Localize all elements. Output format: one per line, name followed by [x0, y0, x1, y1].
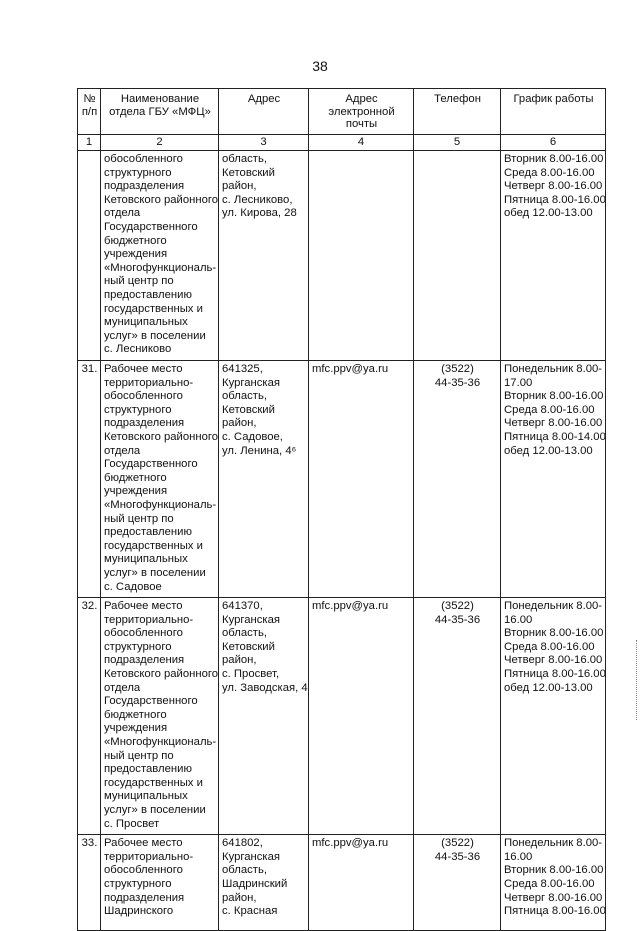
- address-line: Шадринский: [222, 877, 288, 890]
- header-address: Адрес: [219, 89, 309, 135]
- schedule-line: 17.00: [504, 376, 533, 389]
- office-name-line: услуг» в поселении: [104, 329, 206, 342]
- row-number: 31.: [81, 363, 98, 375]
- schedule-line: Понедельник 8.00-: [504, 837, 603, 850]
- address-line: ул. Заводская, 4: [222, 681, 308, 694]
- office-name-line: обособленного: [104, 627, 183, 640]
- row-number-cell: [78, 835, 101, 931]
- office-name-line: предоставлению: [104, 526, 192, 539]
- office-name-line: ный центр по: [104, 512, 174, 525]
- office-name-line: с. Просвет: [104, 817, 160, 830]
- phone-line: 44-35-36: [434, 376, 481, 389]
- office-name-line: обособленного: [104, 153, 183, 166]
- address-cell: [219, 598, 309, 835]
- column-number: 6: [501, 134, 606, 151]
- office-name-line: структурного: [104, 877, 172, 890]
- office-name-line: предоставлению: [104, 289, 192, 302]
- address-line: с. Просвет,: [222, 668, 280, 681]
- office-name-line: услуг» в поселении: [104, 804, 206, 816]
- column-number: 4: [309, 134, 414, 151]
- phone-line: 44-35-36: [434, 613, 481, 626]
- email-address: mfc.ppv@ya.ru: [312, 837, 389, 850]
- row-number-cell: [78, 151, 101, 361]
- row-number: 32.: [81, 600, 98, 613]
- schedule-line: Пятница 8.00-14.00: [504, 430, 606, 443]
- address-line: область,: [222, 627, 267, 640]
- column-number-row: [78, 134, 606, 151]
- address-line: 641370,: [222, 600, 263, 613]
- schedule-line: Вторник 8.00-16.00: [504, 627, 604, 640]
- header-email: Адрес электронной почты: [309, 89, 414, 135]
- column-number: 1: [78, 134, 101, 151]
- office-name-line: государственных и: [104, 776, 203, 789]
- schedule-line: Четверг 8.00-16.00: [504, 180, 603, 193]
- office-name-cell: [101, 598, 219, 835]
- office-name-line: Рабочее место: [104, 363, 183, 375]
- email-cell: [309, 151, 414, 361]
- phone-line: (3522): [441, 363, 474, 375]
- schedule-line: Среда 8.00-16.00: [504, 877, 595, 890]
- table-row: [78, 835, 606, 931]
- address-line: Курганская: [222, 613, 281, 626]
- office-name-line: структурного: [104, 640, 172, 653]
- office-name-line: с. Садовое: [104, 580, 162, 593]
- header-schedule: График работы: [501, 89, 606, 135]
- address-line: с. Лесниково,: [222, 193, 293, 206]
- phone-line: (3522): [441, 600, 474, 613]
- office-name-line: муниципальных: [104, 316, 188, 329]
- schedule-line: Четверг 8.00-16.00: [504, 891, 603, 904]
- page-number: 38: [312, 58, 328, 74]
- address-line: область,: [222, 153, 267, 166]
- office-name-line: Кетовского районного: [104, 668, 219, 681]
- row-number-cell: [78, 361, 101, 598]
- office-name-line: «Многофункциональ-: [104, 261, 217, 274]
- office-name-line: бюджетного: [104, 234, 167, 247]
- phone-cell: [414, 151, 501, 361]
- phone-cell: [414, 598, 501, 835]
- schedule-line: Понедельник 8.00-: [504, 600, 603, 613]
- email-cell: [309, 835, 414, 931]
- office-name-cell: [101, 151, 219, 361]
- office-name-line: обособленного: [104, 390, 183, 403]
- scan-margin-mark: [636, 640, 638, 720]
- address-cell: [219, 151, 309, 361]
- office-name-cell: [101, 361, 219, 598]
- office-name-cell: [101, 835, 219, 931]
- office-name-line: государственных и: [104, 302, 203, 315]
- schedule-cell: [501, 361, 606, 598]
- office-name-line: Кетовского районного: [104, 193, 219, 206]
- office-name-line: обособленного: [104, 864, 183, 877]
- table-row: [78, 598, 606, 835]
- email-address: mfc.ppv@ya.ru: [312, 600, 389, 613]
- office-name-line: подразделения: [104, 180, 185, 193]
- office-name-line: с. Лесниково: [104, 343, 172, 356]
- address-line: Курганская: [222, 850, 281, 863]
- mfc-offices-table: [77, 88, 606, 931]
- address-line: район,: [222, 891, 257, 904]
- schedule-line: обед 12.00-13.00: [504, 444, 593, 457]
- row-number: 33.: [81, 837, 98, 850]
- office-name-line: «Многофункциональ-: [104, 498, 217, 511]
- address-cell: [219, 835, 309, 931]
- address-line: ул. Кирова, 28: [222, 207, 297, 220]
- office-name-line: подразделения: [104, 654, 185, 667]
- table-row: [78, 151, 606, 361]
- address-line: с. Красная: [222, 905, 278, 918]
- schedule-line: Пятница 8.00-16.00: [504, 193, 606, 206]
- schedule-line: Среда 8.00-16.00: [504, 403, 595, 416]
- office-name-line: ный центр по: [104, 275, 174, 288]
- email-cell: [309, 361, 414, 598]
- schedule-line: обед 12.00-13.00: [504, 681, 593, 694]
- email-cell: [309, 598, 414, 835]
- office-name-line: муниципальных: [104, 790, 188, 803]
- office-name-line: «Многофункциональ-: [104, 736, 217, 749]
- phone-line: (3522): [441, 837, 474, 850]
- office-name-line: государственных и: [104, 539, 203, 552]
- schedule-cell: [501, 151, 606, 361]
- schedule-line: Четверг 8.00-16.00: [504, 654, 603, 667]
- office-name-line: Рабочее место: [104, 837, 183, 850]
- address-line: Кетовский: [222, 166, 275, 179]
- office-name-line: предоставлению: [104, 763, 192, 776]
- office-name-line: ный центр по: [104, 749, 174, 762]
- phone-cell: [414, 835, 501, 931]
- office-name-line: отдела: [104, 444, 141, 457]
- office-name-line: подразделения: [104, 891, 185, 904]
- office-name-line: Государственного: [104, 221, 198, 234]
- table-row: [78, 361, 606, 598]
- office-name-line: Кетовского районного: [104, 430, 219, 443]
- schedule-line: Среда 8.00-16.00: [504, 166, 595, 179]
- schedule-line: Вторник 8.00-16.00: [504, 390, 604, 403]
- address-line: Кетовский: [222, 640, 275, 653]
- office-name-line: услуг» в поселении: [104, 566, 206, 579]
- phone-cell: [414, 361, 501, 598]
- office-name-line: Шадринского: [104, 905, 174, 918]
- office-name-line: Рабочее место: [104, 600, 183, 613]
- phone-line: 44-35-36: [434, 850, 481, 863]
- column-number: 3: [219, 134, 309, 151]
- address-line: с. Садовое,: [222, 430, 283, 443]
- address-line: ул. Ленина, 4⁶: [222, 444, 297, 457]
- office-name-line: учреждения: [104, 485, 168, 498]
- column-number: 5: [414, 134, 501, 151]
- office-name-line: бюджетного: [104, 471, 167, 484]
- address-line: район,: [222, 180, 257, 193]
- address-line: район,: [222, 654, 257, 667]
- schedule-line: Вторник 8.00-16.00: [504, 153, 604, 166]
- office-name-line: муниципальных: [104, 553, 188, 566]
- schedule-line: Среда 8.00-16.00: [504, 640, 595, 653]
- address-line: район,: [222, 417, 257, 430]
- header-row: [78, 89, 606, 135]
- office-name-line: территориально-: [104, 613, 194, 626]
- office-name-line: структурного: [104, 403, 172, 416]
- address-line: область,: [222, 390, 267, 403]
- office-name-line: территориально-: [104, 850, 194, 863]
- office-name-line: структурного: [104, 166, 172, 179]
- schedule-line: обед 12.00-13.00: [504, 207, 593, 220]
- office-name-line: Государственного: [104, 695, 198, 708]
- address-line: 641802,: [222, 837, 263, 850]
- office-name-line: учреждения: [104, 722, 168, 735]
- office-name-line: Государственного: [104, 458, 198, 471]
- header-phone: Телефон: [414, 89, 501, 135]
- office-name-line: бюджетного: [104, 708, 167, 721]
- schedule-line: Понедельник 8.00-: [504, 363, 603, 375]
- address-cell: [219, 361, 309, 598]
- schedule-line: Вторник 8.00-16.00: [504, 864, 604, 877]
- address-line: область,: [222, 864, 267, 877]
- office-name-line: отдела: [104, 681, 141, 694]
- schedule-cell: [501, 598, 606, 835]
- schedule-line: Четверг 8.00-16.00: [504, 417, 603, 430]
- office-name-line: учреждения: [104, 248, 168, 261]
- schedule-line: Пятница 8.00-16.00: [504, 905, 606, 918]
- schedule-cell: [501, 835, 606, 931]
- row-number-cell: [78, 598, 101, 835]
- schedule-line: Пятница 8.00-16.00: [504, 668, 606, 681]
- office-name-line: отдела: [104, 207, 141, 220]
- schedule-line: 16.00: [504, 850, 533, 863]
- address-line: 641325,: [222, 363, 263, 375]
- address-line: Кетовский: [222, 403, 275, 416]
- schedule-line: 16.00: [504, 613, 533, 626]
- office-name-line: территориально-: [104, 376, 194, 389]
- address-line: Курганская: [222, 376, 281, 389]
- header-num: № п/п: [78, 89, 101, 135]
- header-name: Наименование отдела ГБУ «МФЦ»: [101, 89, 219, 135]
- office-name-line: подразделения: [104, 417, 185, 430]
- column-number: 2: [101, 134, 219, 151]
- email-address: mfc.ppv@ya.ru: [312, 363, 389, 375]
